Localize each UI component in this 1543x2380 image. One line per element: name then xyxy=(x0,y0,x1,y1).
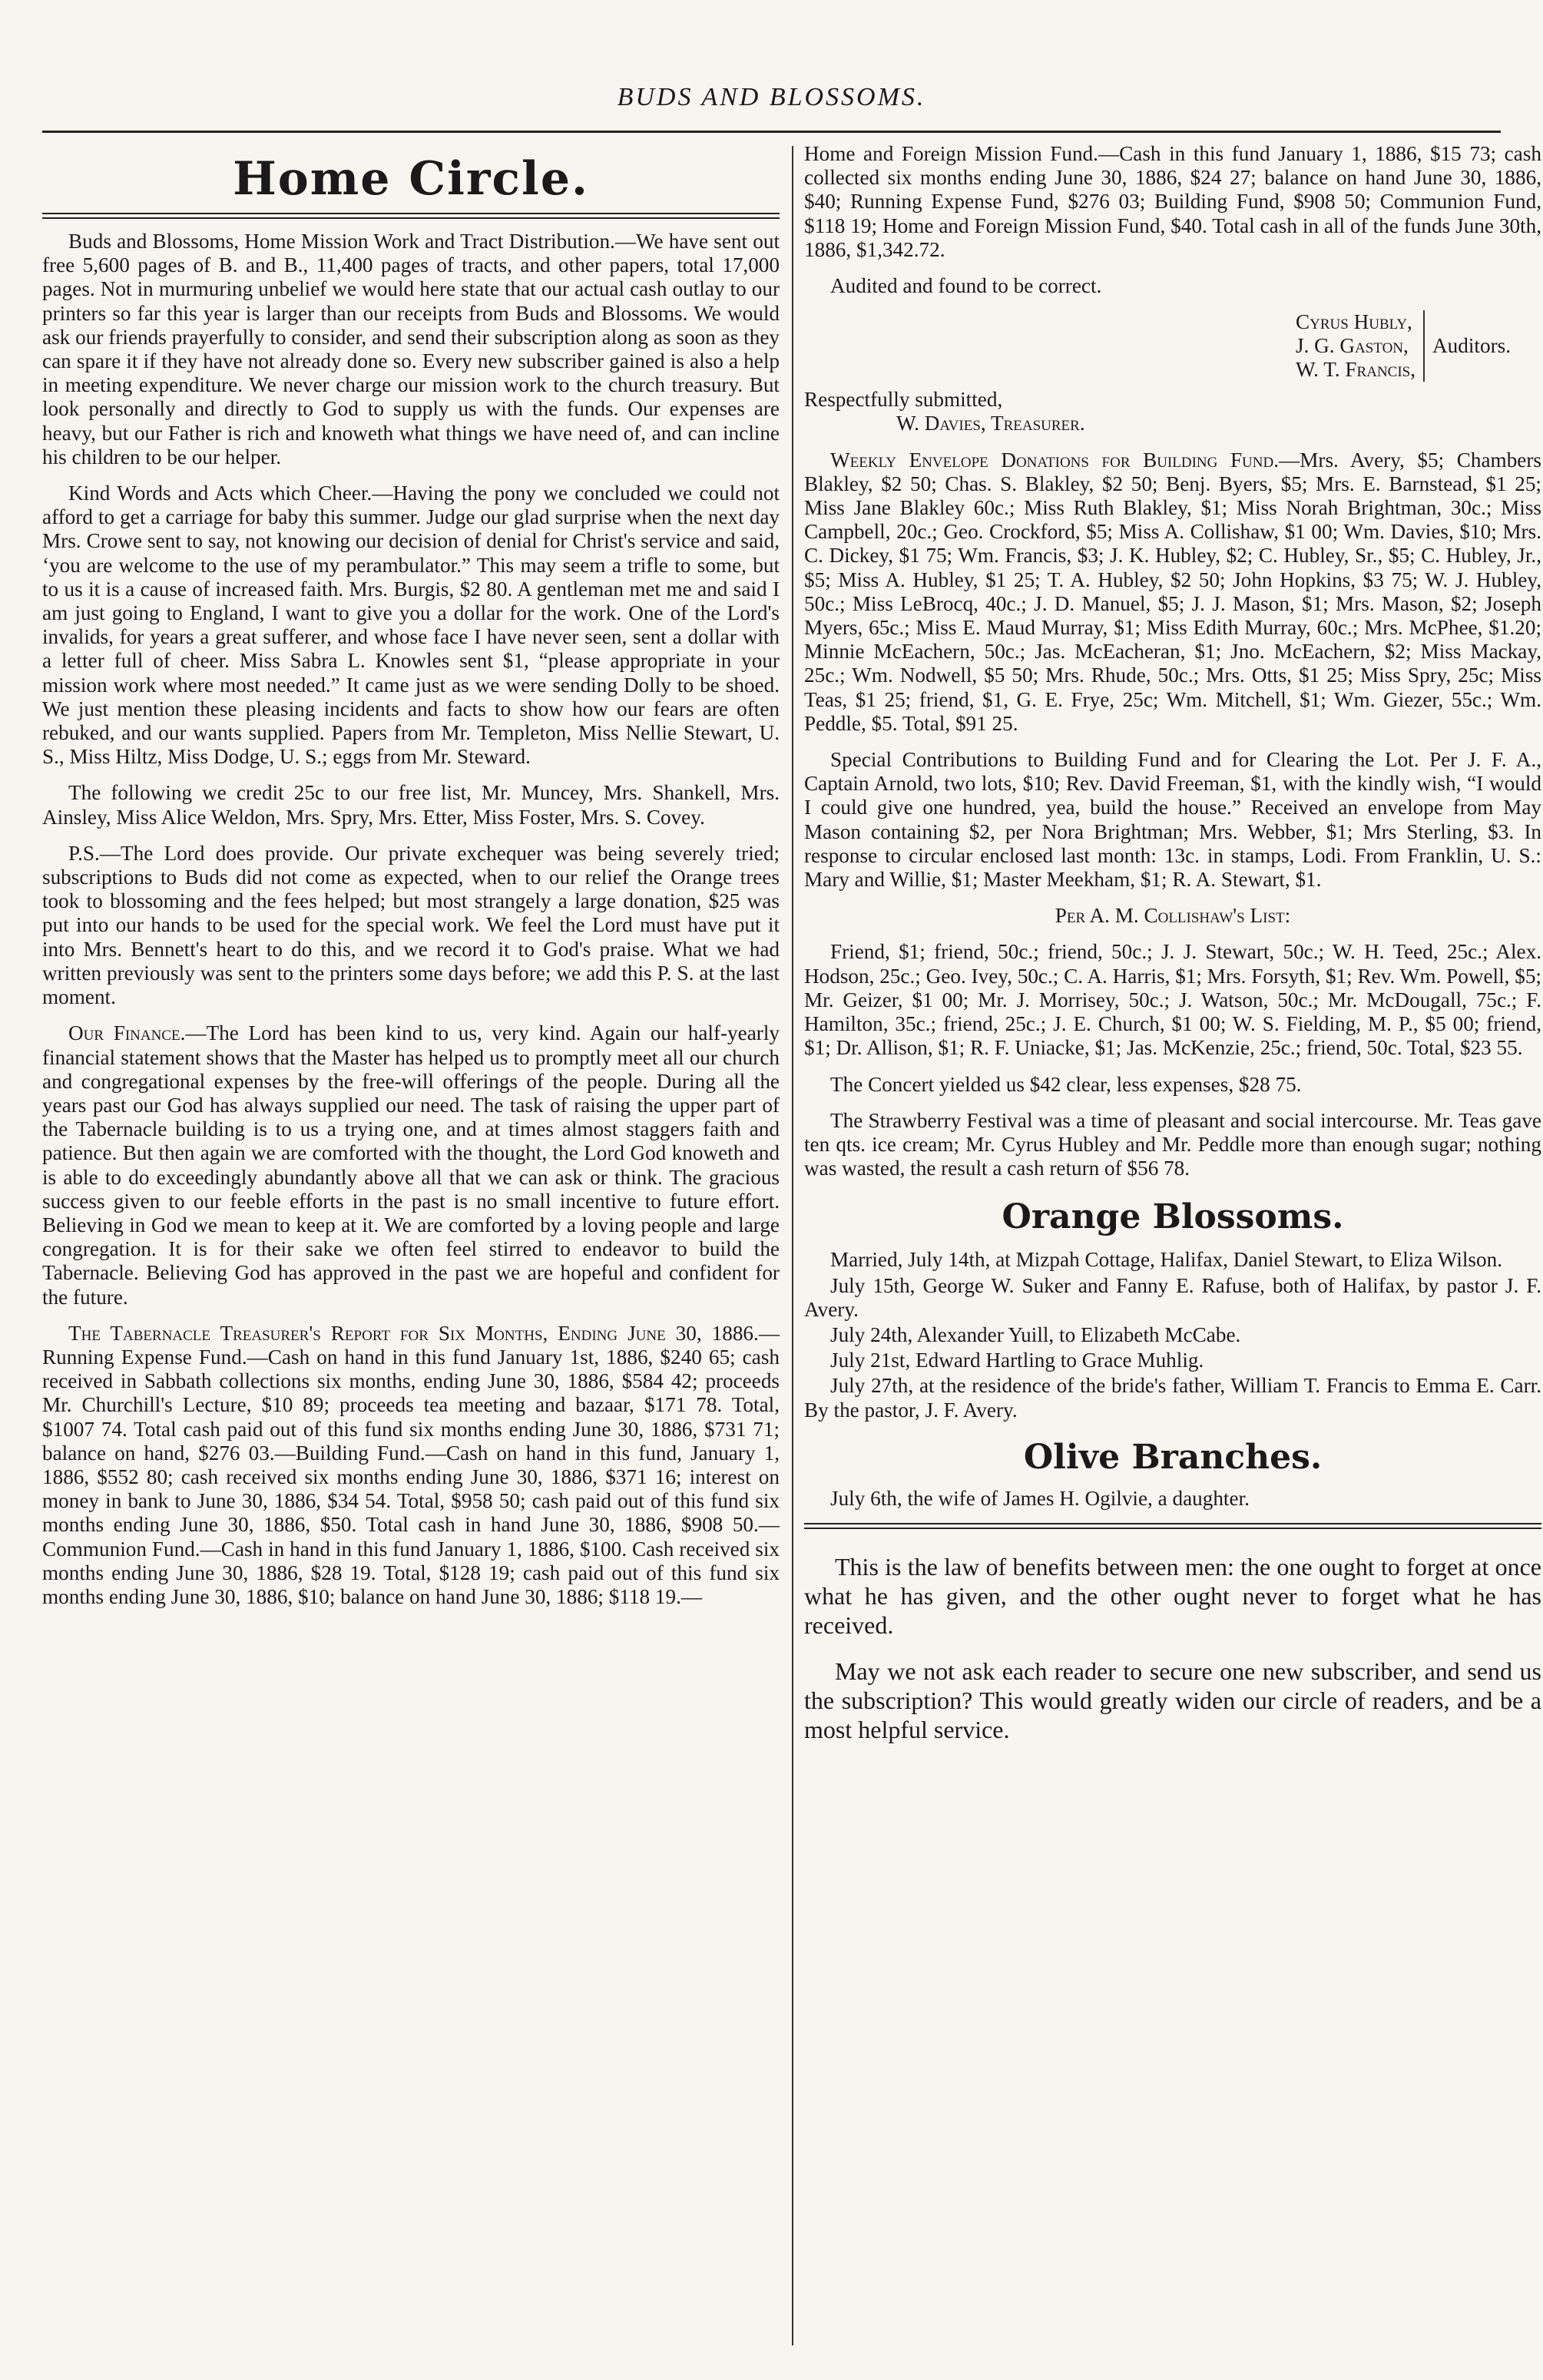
paragraph-strawberry-festival: The Strawberry Festival was a time of pleasant and social intercourse. Mr. Teas gave ten qts. ice cream; Mr. Cyrus Hubley and Mr. Peddle more than enough sugar; nothing was wasted, the result a cash return of $56 78. xyxy=(804,1108,1541,1180)
paragraph-treasurer-report xyxy=(42,1322,780,1609)
report-text: —Running Expense Fund.—Cash on hand in this fund January 1st, 1886, $240 65; cash received in Sabbath collections six months, ending June 30, 1886, $584 42; proceeds Mr. Churchill's Lecture, $10 89; proceeds tea meeting and bazaar, $171 78. Total, $1007 74. Total cash paid out of this fund six months ending June 30, 1886, $731 71; balance on hand, $276 03.—Building Fund.—Cash on hand in this fund, January 1, 1886, $552 80; cash received six months ending June 30, 1886, $371 16; interest on money in bank to June 30, 1886, $34 54. Total, $958 50; cash paid out of this fund six months ending June 30, 1886, $50. Total cash in hand June 30, 1886, $908 50.—Communion Fund.—Cash in hand in this fund January 1, 1886, $100. Cash received six months ending June 30, 1886, $28 19. Total, $128 19; cash paid out of this fund six months ending June 30, 1886, $10; balance on hand June 30, 1886; $118 19.— xyxy=(42,1321,780,1608)
running-head: BUDS AND BLOSSOMS. xyxy=(617,83,926,111)
paragraph-postscript: P.S.—The Lord does provide. Our private exchequer was being severely tried; subscriptions to Buds did not come as expected, when to our relief the Orange trees took to blossoming and the fees helped; but most strangely a large donation, $25 was put into our hands to be used for the special work. We feel the Lord must have put it into Mrs. Bennett's heart to do this, and we record it to God's praise. What we had written previously was sent to the printers some days before; we add this P. S. at the last moment. xyxy=(42,841,780,1009)
auditors-label: Auditors. xyxy=(1432,334,1511,358)
auditors-block xyxy=(804,310,1511,382)
audited-line: Audited and found to be correct. xyxy=(830,274,1102,298)
submitted-line: Respectfully submitted, xyxy=(804,388,1003,412)
right-column xyxy=(804,142,1541,1761)
birth-entry: July 6th, the wife of James H. Ogilvie, a daughter. xyxy=(830,1486,1250,1510)
finance-text: —The Lord has been kind to us, very kind. Again our half-yearly financial statement shows that the Master has helped us to promptly meet all our church and congregational expenses by the free-will offerings of the people. During all the years past our God has always supplied our need. The task of raising the upper part of the Tabernacle building is to us a trying one, and at times almost staggers faith and patience. But then again we are comforted with the thought, the Lord God knoweth and is able to do exceedingly abundantly above all that we can ask or think. The gracious success given to our feeble efforts in the past is no small incentive to future effort. Believing in God we mean to keep at it. We are comforted by a loving people and large congregation. It is for their sake we often feel stirred to endeavor to build the Tabernacle. Believing God has approved in the past we are hopeful and confident for the future. xyxy=(42,1021,780,1309)
law-of-benefits-quote: This is the law of benefits between men: the one ought to forget at once what he has given, and the other ought never to forget what he has received. xyxy=(804,1552,1541,1639)
orange-blossoms-heading: Orange Blossoms. xyxy=(1002,1197,1344,1237)
donations-lead: Weekly Envelope Donations for Building Fund. xyxy=(830,448,1280,472)
marriage-entry: July 15th, George W. Suker and Fanny E. Rafuse, both of Halifax, by pastor J. F. Avery. xyxy=(804,1273,1541,1321)
subscriber-appeal: May we not ask each reader to secure one new subscriber, and send us the subscription? This would greatly widen our circle of readers, and be a most helpful service. xyxy=(804,1657,1541,1743)
paragraph-kind-words: Kind Words and Acts which Cheer.—Having the pony we concluded we could not afford to get a carriage for baby this summer. Judge our glad surprise when the next day Mrs. Crowe sent to say, not knowing our decision of denial for Christ's service and said, ‘you are welcome to the use of my perambulator.” This may seem a trifle to some, but to us it is a cause of increased faith. Mrs. Burgis, $2 80. A gentleman met me and said I am just going to England, I want to give you a dollar for the work. One of the Lord's invalids, for years a great sufferer, and whose face I have never seen, sent a dollar with a letter full of cheer. Miss Sabra L. Knowles sent $1, “please appropriate in your mission work where most needed.” It came just as we were sending Dolly to be shoed. We just mention these pleasing incidents and facts to show how our fears are often rebuked, and our wants supplied. Papers from Mr. Templeton, Miss Nellie Stewart, U. S., Miss Hiltz, Miss Dodge, U. S.; eggs from Mr. Steward. xyxy=(42,482,780,769)
auditor-name: J. G. Gaston, xyxy=(1295,334,1409,358)
marriage-entry: July 27th, at the residence of the bride's father, William T. Francis to Emma E. Carr. By the pastor, J. F. Avery. xyxy=(804,1374,1541,1422)
auditor-name: W. T. Francis, xyxy=(1295,358,1416,382)
finance-lead: Our Finance. xyxy=(68,1021,186,1045)
left-column xyxy=(42,142,780,1621)
donations-text: —Mrs. Avery, $5; Chambers Blakley, $2 50; Chas. S. Blakley, $2 50; Benj. Byers, $5; Mrs. E. Barnstead, $1 25; Miss Jane Blakley 60c.; Miss Ruth Blakley, $1; Miss Norah Brightman, 30c.; Miss Campbell, 20c.; Geo. Crockford, $5; Miss A. Collishaw, $1 00; Wm. Davies, $10; Mrs. C. Dickey, $1 75; Wm. Francis, $3; J. K. Hubley, $2; C. Hubley, Sr., $5; C. Hubley, Jr., $5; Miss A. Hubley, $1 25; T. A. Hubley, $2 50; John Hopkins, $3 75; W. J. Hubley, 50c.; Miss LeBrocq, 40c.; J. D. Manuel, $5; J. J. Mason, $1; Mrs. Mason, $2; Joseph Myers, 65c.; Miss E. Maud Murray, $1; Miss Edith Murray, 60c.; Mrs. McPhee, $1.20; Minnie McEachern, 50c.; Jas. McEacheran, $1; Jno. McEachern, $2; Miss Mackay, 25c.; Wm. Nodwell, $5 50; Mrs. Rhude, 50c.; Mrs. Otts, $1 25; Miss Spry, 25c; Miss Teas, $1 25; friend, $1, G. E. Frye, 25c; Wm. Mitchell, $1; Wm. Giezer, 55c.; Wm. Peddle, $5. Total, $91 25. xyxy=(804,448,1541,735)
paragraph-tract-distribution: Buds and Blossoms, Home Mission Work and Tract Distribution.—We have sent out free 5,600 pages of B. and B., 11,400 pages of tracts, and other papers, total 17,000 pages. Not in murmuring unbelief we would here state that our actual cash outlay to our printers so far this year is larger than our receipts from Buds and Blossoms. We would ask our friends prayerfully to consider, and send their subscription along as soon as they can spare it if they have not already done so. Every new subscriber gained is also a help in meeting expenditure. We never charge our mission work to the church treasury. But look personally and directly to God to supply us with the funds. Our expenses are heavy, but our Father is rich and knoweth what things we have need of, and can incline his children to be our helper. xyxy=(42,230,780,468)
report-lead: The Tabernacle Treasurer's Report for Six Months, Ending June 30, 1886. xyxy=(68,1321,759,1345)
top-rule xyxy=(42,131,1501,133)
paragraph-our-finance xyxy=(42,1021,780,1309)
auditor-names xyxy=(1296,310,1425,382)
home-circle-heading: Home Circle. xyxy=(233,152,589,206)
paragraph-collishaw-list: Friend, $1; friend, 50c.; friend, 50c.; J. J. Stewart, 50c.; W. H. Teed, 25c.; Alex. Hodson, 25c.; Geo. Ivey, 50c.; C. A. Harris, $1; Mrs. Forsyth, $1; Rev. Wm. Powell, $5; Mr. Geizer, $1 00; Mr. J. Morrisey, 50c.; J. Watson, 50c.; Mr. McDougall, 75c.; F. Hamilton, 35c.; friend, 25c.; J. E. Church, $1 00; W. S. Fielding, M. P., $5 00; friend, $1; Dr. Allison, $1; R. F. Uniacke, $1; Jas. McKenzie, 25c.; friend, 50c. Total, $23 55. xyxy=(804,940,1541,1060)
marriage-entry: July 21st, Edward Hartling to Grace Muhlig. xyxy=(830,1349,1204,1372)
column-rule xyxy=(792,146,793,2345)
auditor-name: Cyrus Hubly, xyxy=(1295,310,1412,334)
olive-branches-heading: Olive Branches. xyxy=(1023,1437,1323,1477)
paragraph-concert: The Concert yielded us $42 clear, less expenses, $28 75. xyxy=(830,1072,1302,1096)
treasurer-signature: W. Davies, Treasurer. xyxy=(896,412,1085,435)
collishaw-list-heading: Per A. M. Collishaw's List: xyxy=(1055,904,1291,928)
paragraph-mission-fund: Home and Foreign Mission Fund.—Cash in this fund January 1, 1886, $15 73; cash collected six months ending June 30, 1886, $24 27; balance on hand June 30, 1886, $40; Running Expense Fund, $276 03; Building Fund, $908 50; Communion Fund, $118 19; Home and Foreign Mission Fund, $40. Total cash in all of the funds June 30th, 1886, $1,342.72. xyxy=(804,142,1541,261)
marriage-entry: Married, July 14th, at Mizpah Cottage, Halifax, Daniel Stewart, to Eliza Wilson. xyxy=(830,1248,1502,1272)
paragraph-weekly-donations xyxy=(804,449,1541,736)
heading-rule xyxy=(42,213,780,219)
marriage-entry: July 24th, Alexander Yuill, to Elizabeth McCabe. xyxy=(830,1322,1241,1346)
closing-notes xyxy=(804,1552,1541,1744)
section-rule xyxy=(804,1523,1541,1529)
paragraph-special-contributions: Special Contributions to Building Fund and for Clearing the Lot. Per J. F. A., Captain Arnold, two lots, $10; Rev. David Freeman, $1, with the kindly wish, “I would I could give one hundred, yea, build the house.” Received an envelope from May Mason containing $2, per Nora Brightman; Mrs. Webber, $1; Mrs Sterling, $3. In response to circular enclosed last month: 13c. in stamps, Lodi. From Franklin, U. S.: Mary and Willie, $1; Master Meekham, $1; R. A. Stewart, $1. xyxy=(804,748,1541,892)
paragraph-free-list: The following we credit 25c to our free list, Mr. Muncey, Mrs. Shankell, Mrs. Ainsley, Miss Alice Weldon, Mrs. Spry, Mrs. Etter, Miss Foster, Mrs. S. Covey. xyxy=(42,781,780,829)
